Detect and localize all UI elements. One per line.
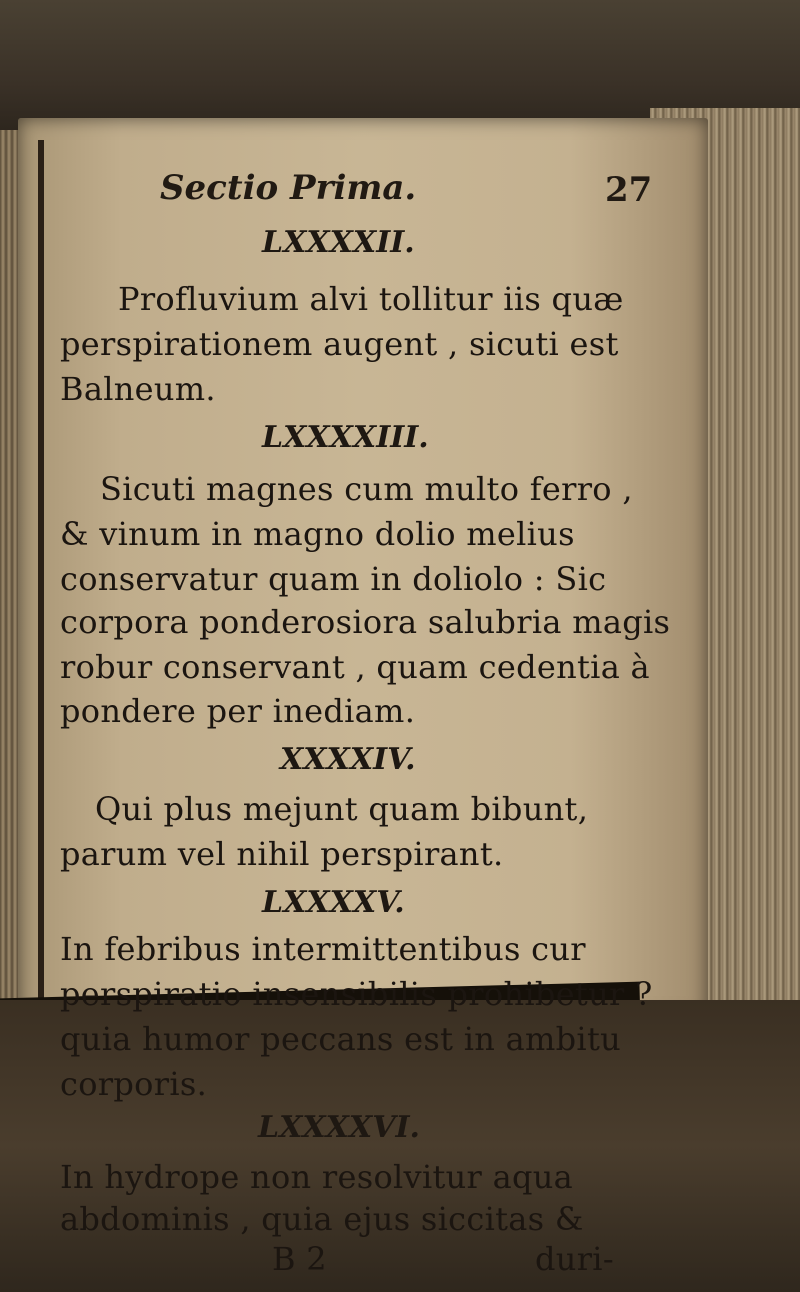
text-line: Balneum. (60, 370, 216, 408)
section-numeral: XXXXIV. (280, 742, 416, 777)
text-line: Profluvium alvi tollitur iis quæ (118, 280, 624, 318)
text-line: Qui plus mejunt quam bibunt, (95, 790, 589, 828)
text-line: parum vel nihil perspirant. (60, 835, 504, 873)
text-line: pondere per inediam. (60, 692, 416, 730)
text-line: perspiratio insensibilis prohibetur ? (60, 975, 653, 1013)
section-numeral: LXXXXV. (262, 885, 405, 920)
text-line: quia humor peccans est in ambitu (60, 1020, 622, 1058)
catchword: duri- (535, 1240, 614, 1278)
text-line: In febribus intermittentibus cur (60, 930, 586, 968)
text-line: perspirationem augent , sicuti est (60, 325, 619, 363)
text-line: corpora ponderosiora salubria magis (60, 603, 671, 641)
text-line: robur conservant , quam cedentia à (60, 648, 650, 686)
text-line: & vinum in magno dolio melius (60, 515, 575, 553)
text-line: Sicuti magnes cum multo ferro , (100, 470, 633, 508)
text-line: conservatur quam in doliolo : Sic (60, 560, 607, 598)
text-line: In hydrope non resolvitur aqua (60, 1158, 574, 1196)
text-line: abdominis , quia ejus siccitas & (60, 1200, 584, 1238)
section-numeral: LXXXXIII. (262, 420, 429, 455)
running-head: Sectio Prima. (160, 168, 417, 208)
section-numeral: LXXXXVI. (258, 1110, 420, 1145)
page-number: 27 (605, 170, 653, 210)
book-gutter (38, 140, 44, 1010)
signature-mark: B 2 (272, 1240, 327, 1278)
text-line: corporis. (60, 1065, 208, 1103)
section-numeral: LXXXXII. (262, 225, 415, 260)
